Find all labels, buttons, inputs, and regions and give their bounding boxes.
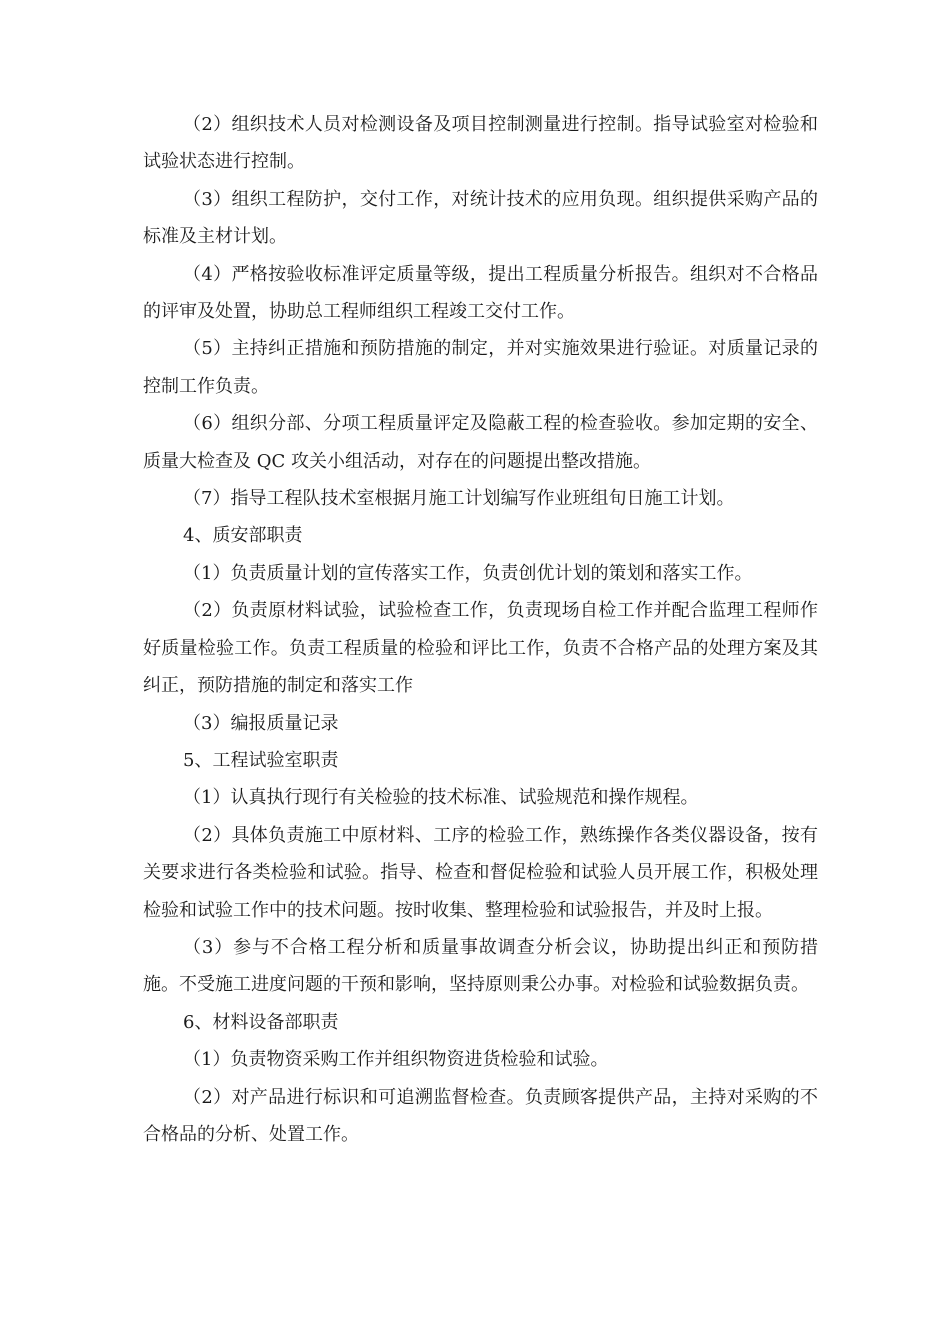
paragraph-lab-2: （2）具体负责施工中原材料、工序的检验工作，熟练操作各类仪器设备，按有关要求进行各类检验和试验。指导、检查和督促检验和试验人员开展工作，积极处理检验和试验工作中的技术问题。按时收集、整理检验和试验报告，并及时上报。 <box>143 824 818 921</box>
paragraph-item-5: （5）主持纠正措施和预防措施的制定，并对实施效果进行验证。对质量记录的控制工作负责。 <box>143 338 818 397</box>
paragraph-qs-3: （3）编报质量记录 <box>183 712 339 734</box>
section-heading-materials: 6、材料设备部职责 <box>183 1011 339 1033</box>
paragraph-mat-1: （1）负责物资采购工作并组织物资进货检验和试验。 <box>183 1049 609 1071</box>
paragraph-qs-2: （2）负责原材料试验，试验检查工作，负责现场自检工作并配合监理工程师作好质量检验工作。负责工程质量的检验和评比工作，负责不合格产品的处理方案及其纠正，预防措施的制定和落实工作 <box>143 600 818 697</box>
document-body <box>143 106 818 1153</box>
paragraph-mat-2: （2）对产品进行标识和可追溯监督检查。负责顾客提供产品，主持对采购的不合格品的分析、处置工作。 <box>143 1086 818 1145</box>
paragraph-qs-1: （1）负责质量计划的宣传落实工作，负责创优计划的策划和落实工作。 <box>183 562 753 584</box>
paragraph-item-3: （3）组织工程防护，交付工作，对统计技术的应用负现。组织提供采购产品的标准及主材计划。 <box>143 188 818 248</box>
section-heading-quality-safety: 4、质安部职责 <box>183 525 303 547</box>
paragraph-item-4: （4）严格按验收标准评定质量等级，提出工程质量分析报告。组织对不合格品的评审及处置，协助总工程师组织工程竣工交付工作。 <box>143 263 818 323</box>
paragraph-item-6: （6）组织分部、分项工程质量评定及隐蔽工程的检查验收。参加定期的安全、质量大检查及 QC 攻关小组活动，对存在的问题提出整改措施。 <box>143 413 818 472</box>
paragraph-lab-1: （1）认真执行现行有关检验的技术标准、试验规范和操作规程。 <box>183 787 699 809</box>
paragraph-item-2: （2）组织技术人员对检测设备及项目控制测量进行控制。指导试验室对检验和试验状态进行控制。 <box>143 114 818 173</box>
section-heading-test-lab: 5、工程试验室职责 <box>183 749 339 771</box>
paragraph-item-7: （7）指导工程队技术室根据月施工计划编写作业班组旬日施工计划。 <box>183 488 735 510</box>
paragraph-lab-3: （3）参与不合格工程分析和质量事故调查分析会议，协助提出纠正和预防措施。不受施工进度问题的干预和影响，坚持原则秉公办事。对检验和试验数据负责。 <box>143 936 818 996</box>
